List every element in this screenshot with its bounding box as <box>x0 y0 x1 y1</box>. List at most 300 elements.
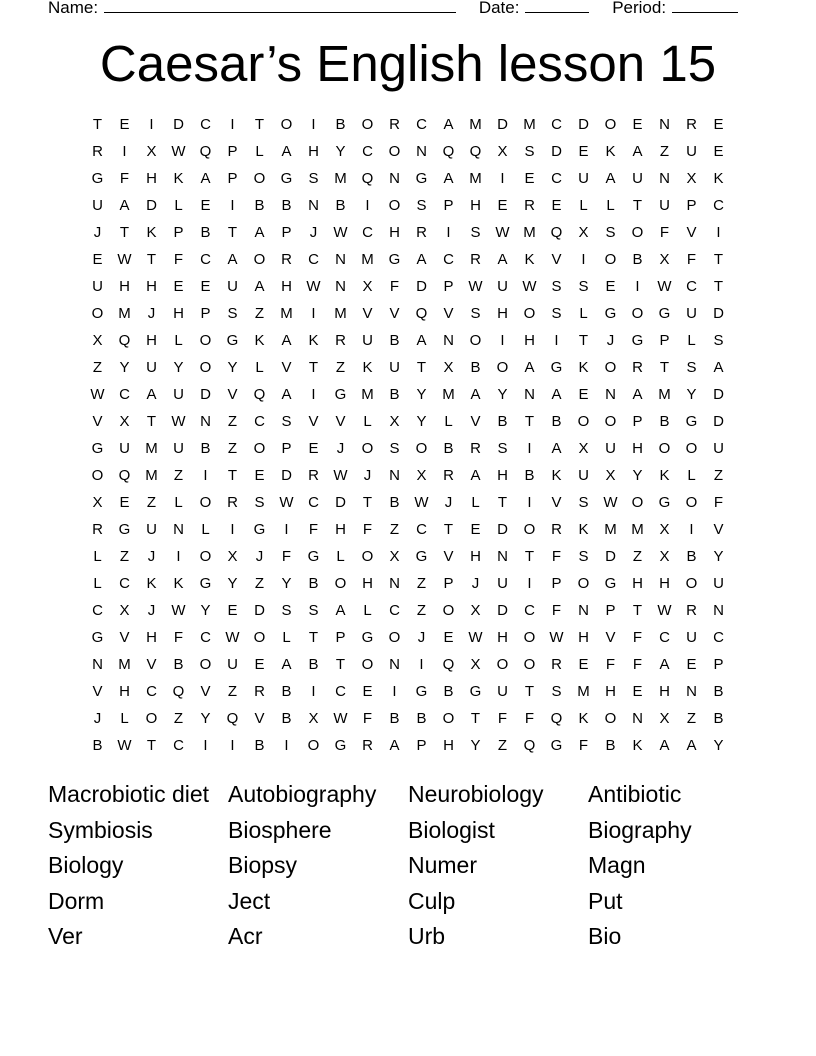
grid-letter[interactable]: Q <box>172 683 185 700</box>
grid-letter[interactable]: Z <box>416 575 427 592</box>
grid-letter[interactable]: R <box>470 440 481 457</box>
grid-letter[interactable]: C <box>416 116 427 133</box>
grid-letter[interactable]: G <box>334 386 347 403</box>
grid-letter[interactable]: G <box>280 170 293 187</box>
grid-letter[interactable]: N <box>578 602 589 619</box>
grid-letter[interactable]: M <box>145 467 158 484</box>
grid-letter[interactable]: T <box>632 602 643 619</box>
grid-letter[interactable]: W <box>657 602 672 619</box>
grid-letter[interactable]: N <box>686 683 697 700</box>
grid-letter[interactable]: V <box>470 413 481 430</box>
grid-letter[interactable]: B <box>308 575 319 592</box>
grid-letter[interactable]: F <box>524 710 535 727</box>
grid-letter[interactable]: X <box>443 359 454 376</box>
grid-letter[interactable]: O <box>604 251 617 268</box>
grid-letter[interactable]: J <box>147 305 156 322</box>
grid-letter[interactable]: W <box>171 143 186 160</box>
grid-letter[interactable]: I <box>689 521 694 538</box>
grid-letter[interactable]: C <box>119 386 130 403</box>
grid-letter[interactable]: R <box>308 467 319 484</box>
grid-letter[interactable]: F <box>551 548 562 565</box>
grid-letter[interactable]: Y <box>632 467 643 484</box>
grid-letter[interactable]: Z <box>632 548 643 565</box>
grid-letter[interactable]: H <box>632 440 643 457</box>
grid-letter[interactable]: C <box>713 629 724 646</box>
grid-letter[interactable]: C <box>308 494 319 511</box>
grid-letter[interactable]: K <box>713 170 724 187</box>
grid-letter[interactable]: P <box>416 737 427 754</box>
grid-letter[interactable]: V <box>362 305 373 322</box>
grid-letter[interactable]: K <box>578 359 589 376</box>
grid-letter[interactable]: O <box>361 440 374 457</box>
grid-letter[interactable]: H <box>308 143 319 160</box>
grid-letter[interactable]: U <box>146 359 157 376</box>
grid-letter[interactable]: N <box>605 386 616 403</box>
grid-letter[interactable]: T <box>119 224 130 241</box>
grid-letter[interactable]: Y <box>713 548 724 565</box>
grid-letter[interactable]: C <box>389 602 400 619</box>
grid-letter[interactable]: D <box>146 197 157 214</box>
grid-letter[interactable]: T <box>632 197 643 214</box>
grid-letter[interactable]: R <box>686 116 697 133</box>
grid-letter[interactable]: O <box>604 116 617 133</box>
grid-letter[interactable]: E <box>578 386 589 403</box>
grid-letter[interactable]: S <box>470 305 481 322</box>
grid-letter[interactable]: I <box>311 683 316 700</box>
grid-letter[interactable]: G <box>631 332 644 349</box>
grid-letter[interactable]: C <box>713 197 724 214</box>
grid-letter[interactable]: G <box>334 737 347 754</box>
grid-letter[interactable]: P <box>443 575 454 592</box>
grid-letter[interactable]: Q <box>550 710 563 727</box>
grid-letter[interactable]: B <box>254 197 265 214</box>
grid-letter[interactable]: U <box>362 332 373 349</box>
grid-letter[interactable]: X <box>92 332 103 349</box>
grid-letter[interactable]: D <box>713 305 724 322</box>
grid-letter[interactable]: X <box>92 494 103 511</box>
grid-letter[interactable]: X <box>308 710 319 727</box>
grid-letter[interactable]: T <box>92 116 103 133</box>
grid-letter[interactable]: O <box>685 494 698 511</box>
grid-letter[interactable]: W <box>522 278 537 295</box>
grid-letter[interactable]: D <box>578 116 589 133</box>
grid-letter[interactable]: B <box>200 224 211 241</box>
grid-letter[interactable]: A <box>524 359 535 376</box>
grid-letter[interactable]: Y <box>497 386 508 403</box>
grid-letter[interactable]: N <box>524 386 535 403</box>
grid-letter[interactable]: Q <box>442 143 455 160</box>
grid-letter[interactable]: A <box>227 251 238 268</box>
grid-letter[interactable]: X <box>119 413 130 430</box>
grid-letter[interactable]: Y <box>416 386 427 403</box>
grid-letter[interactable]: C <box>146 683 157 700</box>
grid-letter[interactable]: O <box>631 224 644 241</box>
grid-letter[interactable]: J <box>93 710 102 727</box>
grid-letter[interactable]: I <box>581 251 586 268</box>
grid-letter[interactable]: A <box>254 224 265 241</box>
grid-letter[interactable]: T <box>146 413 157 430</box>
grid-letter[interactable]: Y <box>686 386 697 403</box>
grid-letter[interactable]: Z <box>713 467 724 484</box>
grid-letter[interactable]: Y <box>173 359 184 376</box>
grid-letter[interactable]: B <box>632 251 643 268</box>
grid-letter[interactable]: I <box>500 332 505 349</box>
grid-letter[interactable]: B <box>389 386 400 403</box>
grid-letter[interactable]: T <box>254 116 265 133</box>
grid-letter[interactable]: A <box>470 386 481 403</box>
grid-letter[interactable]: P <box>335 629 346 646</box>
grid-letter[interactable]: U <box>227 278 238 295</box>
grid-letter[interactable]: X <box>659 548 670 565</box>
grid-letter[interactable]: O <box>307 737 320 754</box>
grid-letter[interactable]: E <box>686 656 697 673</box>
grid-letter[interactable]: O <box>631 494 644 511</box>
grid-letter[interactable]: D <box>173 116 184 133</box>
grid-letter[interactable]: S <box>605 224 616 241</box>
grid-letter[interactable]: A <box>416 332 427 349</box>
grid-letter[interactable]: D <box>497 521 508 538</box>
grid-letter[interactable]: N <box>443 332 454 349</box>
grid-letter[interactable]: O <box>523 521 536 538</box>
grid-letter[interactable]: V <box>713 521 724 538</box>
grid-letter[interactable]: U <box>119 440 130 457</box>
grid-letter[interactable]: R <box>281 251 292 268</box>
grid-letter[interactable]: O <box>523 629 536 646</box>
grid-letter[interactable]: Q <box>118 332 131 349</box>
grid-letter[interactable]: K <box>605 143 616 160</box>
grid-letter[interactable]: L <box>282 629 291 646</box>
grid-letter[interactable]: J <box>93 224 102 241</box>
grid-letter[interactable]: X <box>470 656 481 673</box>
grid-letter[interactable]: N <box>92 656 103 673</box>
grid-letter[interactable]: M <box>469 170 482 187</box>
grid-letter[interactable]: M <box>523 116 536 133</box>
grid-letter[interactable]: A <box>119 197 130 214</box>
grid-letter[interactable]: S <box>524 143 535 160</box>
grid-letter[interactable]: G <box>226 332 239 349</box>
grid-letter[interactable]: F <box>551 602 562 619</box>
grid-letter[interactable]: B <box>605 737 616 754</box>
grid-letter[interactable]: N <box>389 170 400 187</box>
grid-letter[interactable]: I <box>230 116 235 133</box>
grid-letter[interactable]: C <box>659 629 670 646</box>
grid-letter[interactable]: L <box>255 359 264 376</box>
grid-letter[interactable]: E <box>713 143 724 160</box>
grid-letter[interactable]: U <box>173 386 184 403</box>
grid-letter[interactable]: Z <box>254 575 265 592</box>
grid-letter[interactable]: K <box>146 224 157 241</box>
grid-letter[interactable]: J <box>417 629 426 646</box>
grid-letter[interactable]: E <box>227 602 238 619</box>
grid-letter[interactable]: M <box>577 683 590 700</box>
grid-letter[interactable]: L <box>579 197 588 214</box>
grid-letter[interactable]: O <box>523 656 536 673</box>
date-blank[interactable] <box>525 0 589 13</box>
grid-letter[interactable]: R <box>686 602 697 619</box>
grid-letter[interactable]: O <box>604 710 617 727</box>
grid-letter[interactable]: B <box>389 332 400 349</box>
grid-letter[interactable]: H <box>497 467 508 484</box>
grid-letter[interactable]: X <box>659 710 670 727</box>
grid-letter[interactable]: R <box>551 656 562 673</box>
grid-letter[interactable]: D <box>335 494 346 511</box>
grid-letter[interactable]: G <box>604 305 617 322</box>
grid-letter[interactable]: B <box>497 413 508 430</box>
grid-letter[interactable]: E <box>254 656 265 673</box>
grid-letter[interactable]: C <box>362 224 373 241</box>
grid-letter[interactable]: K <box>578 710 589 727</box>
grid-letter[interactable]: O <box>199 332 212 349</box>
grid-letter[interactable]: M <box>361 251 374 268</box>
grid-letter[interactable]: R <box>335 332 346 349</box>
grid-letter[interactable]: P <box>713 656 724 673</box>
grid-letter[interactable]: H <box>578 629 589 646</box>
grid-letter[interactable]: K <box>659 467 670 484</box>
grid-letter[interactable]: L <box>93 548 102 565</box>
grid-letter[interactable]: X <box>470 602 481 619</box>
grid-letter[interactable]: E <box>605 278 616 295</box>
grid-letter[interactable]: V <box>308 413 319 430</box>
grid-letter[interactable]: I <box>635 278 640 295</box>
grid-letter[interactable]: K <box>578 521 589 538</box>
grid-letter[interactable]: U <box>659 197 670 214</box>
grid-letter[interactable]: O <box>442 602 455 619</box>
grid-letter[interactable]: R <box>92 521 103 538</box>
grid-letter[interactable]: O <box>253 251 266 268</box>
grid-letter[interactable]: G <box>658 305 671 322</box>
grid-letter[interactable]: C <box>200 251 211 268</box>
grid-letter[interactable]: F <box>362 521 373 538</box>
grid-letter[interactable]: C <box>551 170 562 187</box>
grid-letter[interactable]: I <box>230 521 235 538</box>
grid-letter[interactable]: A <box>200 170 211 187</box>
grid-letter[interactable]: C <box>92 602 103 619</box>
grid-letter[interactable]: X <box>227 548 238 565</box>
grid-letter[interactable]: N <box>308 197 319 214</box>
grid-letter[interactable]: F <box>632 629 643 646</box>
grid-letter[interactable]: A <box>470 467 481 484</box>
grid-letter[interactable]: T <box>308 359 319 376</box>
grid-letter[interactable]: A <box>713 359 724 376</box>
grid-letter[interactable]: S <box>308 602 319 619</box>
grid-letter[interactable]: C <box>686 278 697 295</box>
grid-letter[interactable]: L <box>93 575 102 592</box>
grid-letter[interactable]: S <box>281 602 292 619</box>
grid-letter[interactable]: Q <box>469 143 482 160</box>
grid-letter[interactable]: X <box>578 224 589 241</box>
grid-letter[interactable]: M <box>334 170 347 187</box>
grid-letter[interactable]: A <box>281 386 292 403</box>
grid-letter[interactable]: B <box>173 656 184 673</box>
grid-letter[interactable]: O <box>604 359 617 376</box>
grid-letter[interactable]: Q <box>442 656 455 673</box>
grid-letter[interactable]: N <box>416 143 427 160</box>
grid-letter[interactable]: Z <box>227 413 238 430</box>
grid-letter[interactable]: K <box>146 575 157 592</box>
grid-letter[interactable]: O <box>199 359 212 376</box>
grid-letter[interactable]: E <box>119 494 130 511</box>
grid-letter[interactable]: V <box>686 224 697 241</box>
grid-letter[interactable]: X <box>659 251 670 268</box>
grid-letter[interactable]: E <box>470 521 481 538</box>
grid-letter[interactable]: A <box>686 737 697 754</box>
grid-letter[interactable]: R <box>416 224 427 241</box>
grid-letter[interactable]: H <box>119 683 130 700</box>
grid-letter[interactable]: S <box>686 359 697 376</box>
grid-letter[interactable]: G <box>415 683 428 700</box>
grid-letter[interactable]: O <box>334 575 347 592</box>
grid-letter[interactable]: G <box>604 575 617 592</box>
grid-letter[interactable]: L <box>336 548 345 565</box>
grid-letter[interactable]: J <box>606 332 615 349</box>
grid-letter[interactable]: H <box>119 278 130 295</box>
grid-letter[interactable]: L <box>363 413 372 430</box>
grid-letter[interactable]: W <box>117 251 132 268</box>
grid-letter[interactable]: X <box>659 521 670 538</box>
grid-letter[interactable]: U <box>497 278 508 295</box>
grid-letter[interactable]: O <box>658 440 671 457</box>
grid-letter[interactable]: B <box>416 710 427 727</box>
grid-letter[interactable]: U <box>605 440 616 457</box>
grid-letter[interactable]: N <box>200 413 211 430</box>
grid-letter[interactable]: L <box>120 710 129 727</box>
grid-letter[interactable]: O <box>388 143 401 160</box>
grid-letter[interactable]: W <box>495 224 510 241</box>
grid-letter[interactable]: G <box>685 413 698 430</box>
grid-letter[interactable]: Z <box>173 467 184 484</box>
grid-letter[interactable]: I <box>716 224 721 241</box>
grid-letter[interactable]: U <box>713 575 724 592</box>
grid-letter[interactable]: G <box>91 440 104 457</box>
grid-letter[interactable]: I <box>365 197 370 214</box>
grid-letter[interactable]: I <box>149 116 154 133</box>
grid-letter[interactable]: E <box>443 629 454 646</box>
grid-letter[interactable]: V <box>200 683 211 700</box>
grid-letter[interactable]: I <box>527 575 532 592</box>
grid-letter[interactable]: M <box>118 656 131 673</box>
grid-letter[interactable]: S <box>578 494 589 511</box>
grid-letter[interactable]: F <box>632 656 643 673</box>
grid-letter[interactable]: D <box>551 143 562 160</box>
grid-letter[interactable]: Z <box>686 710 697 727</box>
grid-letter[interactable]: E <box>578 143 589 160</box>
grid-letter[interactable]: A <box>443 116 454 133</box>
grid-letter[interactable]: P <box>281 440 292 457</box>
grid-letter[interactable]: O <box>199 656 212 673</box>
grid-letter[interactable]: L <box>579 305 588 322</box>
grid-letter[interactable]: W <box>549 629 564 646</box>
grid-letter[interactable]: G <box>388 251 401 268</box>
grid-letter[interactable]: M <box>604 521 617 538</box>
grid-letter[interactable]: B <box>389 710 400 727</box>
grid-letter[interactable]: X <box>119 602 130 619</box>
grid-letter[interactable]: I <box>446 224 451 241</box>
grid-letter[interactable]: Z <box>119 548 130 565</box>
grid-letter[interactable]: E <box>362 683 373 700</box>
grid-letter[interactable]: R <box>551 521 562 538</box>
grid-letter[interactable]: O <box>604 413 617 430</box>
grid-letter[interactable]: S <box>470 224 481 241</box>
grid-letter[interactable]: F <box>497 710 508 727</box>
grid-letter[interactable]: K <box>551 467 562 484</box>
grid-letter[interactable]: O <box>253 170 266 187</box>
grid-letter[interactable]: V <box>254 710 265 727</box>
grid-letter[interactable]: U <box>173 440 184 457</box>
grid-letter[interactable]: T <box>362 494 373 511</box>
grid-letter[interactable]: I <box>311 305 316 322</box>
grid-letter[interactable]: P <box>632 413 643 430</box>
grid-letter[interactable]: I <box>122 143 127 160</box>
grid-letter[interactable]: A <box>551 386 562 403</box>
grid-letter[interactable]: J <box>147 602 156 619</box>
grid-letter[interactable]: O <box>685 440 698 457</box>
grid-letter[interactable]: V <box>389 305 400 322</box>
grid-letter[interactable]: G <box>91 170 104 187</box>
grid-letter[interactable]: U <box>686 629 697 646</box>
grid-letter[interactable]: A <box>497 251 508 268</box>
grid-letter[interactable]: W <box>657 278 672 295</box>
grid-letter[interactable]: A <box>632 143 643 160</box>
grid-letter[interactable]: U <box>497 683 508 700</box>
grid-letter[interactable]: I <box>527 494 532 511</box>
grid-letter[interactable]: J <box>471 575 480 592</box>
grid-letter[interactable]: Z <box>497 737 508 754</box>
grid-letter[interactable]: K <box>308 332 319 349</box>
grid-letter[interactable]: C <box>551 116 562 133</box>
grid-letter[interactable]: A <box>551 440 562 457</box>
grid-letter[interactable]: O <box>388 629 401 646</box>
grid-letter[interactable]: E <box>200 197 211 214</box>
grid-letter[interactable]: T <box>335 656 346 673</box>
grid-letter[interactable]: D <box>713 386 724 403</box>
grid-letter[interactable]: I <box>311 116 316 133</box>
grid-letter[interactable]: K <box>524 251 535 268</box>
grid-letter[interactable]: Y <box>119 359 130 376</box>
grid-letter[interactable]: T <box>227 467 238 484</box>
grid-letter[interactable]: F <box>308 521 319 538</box>
grid-letter[interactable]: Y <box>281 575 292 592</box>
grid-letter[interactable]: R <box>254 683 265 700</box>
grid-letter[interactable]: V <box>335 413 346 430</box>
grid-letter[interactable]: W <box>306 278 321 295</box>
grid-letter[interactable]: V <box>119 629 130 646</box>
grid-letter[interactable]: U <box>686 305 697 322</box>
grid-letter[interactable]: W <box>603 494 618 511</box>
grid-letter[interactable]: T <box>308 629 319 646</box>
grid-letter[interactable]: B <box>686 548 697 565</box>
grid-letter[interactable]: W <box>117 737 132 754</box>
grid-letter[interactable]: B <box>281 197 292 214</box>
grid-letter[interactable]: S <box>416 197 427 214</box>
grid-letter[interactable]: C <box>362 143 373 160</box>
grid-letter[interactable]: A <box>659 737 670 754</box>
grid-letter[interactable]: H <box>605 683 616 700</box>
grid-letter[interactable]: Y <box>335 143 346 160</box>
grid-letter[interactable]: G <box>550 737 563 754</box>
grid-letter[interactable]: G <box>658 494 671 511</box>
grid-letter[interactable]: N <box>497 548 508 565</box>
grid-letter[interactable]: Y <box>227 359 238 376</box>
grid-letter[interactable]: Y <box>713 737 724 754</box>
grid-letter[interactable]: D <box>416 278 427 295</box>
grid-letter[interactable]: A <box>632 386 643 403</box>
grid-letter[interactable]: U <box>389 359 400 376</box>
grid-letter[interactable]: J <box>444 494 453 511</box>
grid-letter[interactable]: I <box>284 521 289 538</box>
grid-letter[interactable]: S <box>227 305 238 322</box>
grid-letter[interactable]: O <box>415 440 428 457</box>
grid-letter[interactable]: O <box>388 197 401 214</box>
